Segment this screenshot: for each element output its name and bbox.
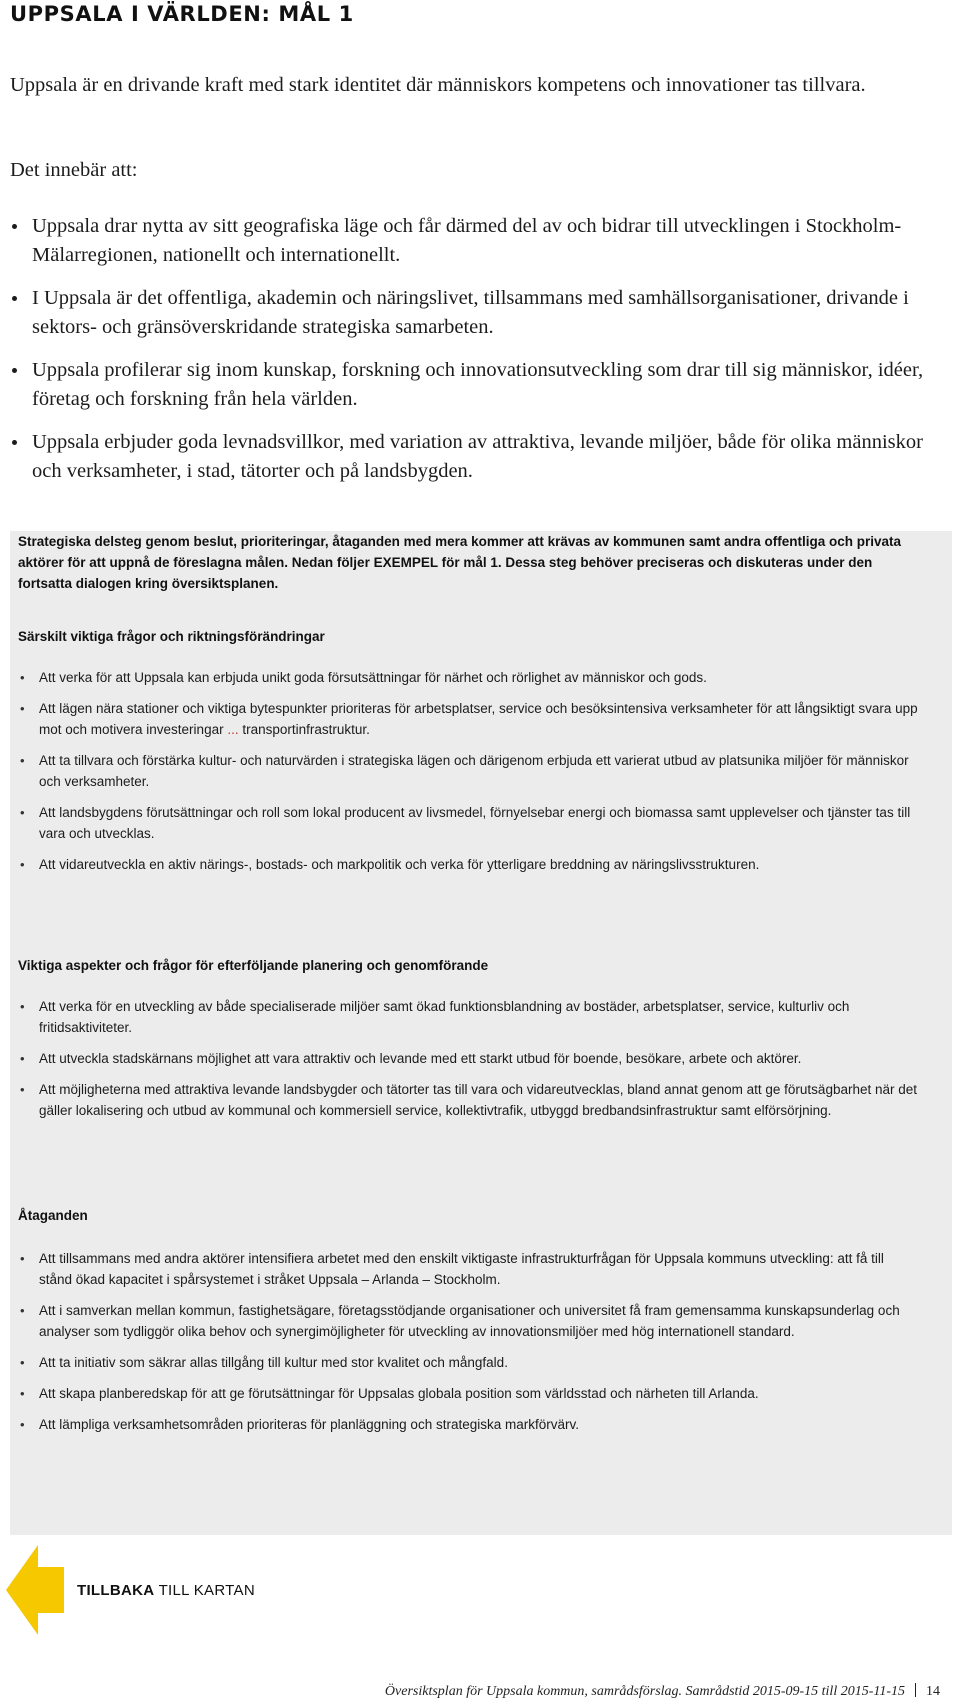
ellipsis-marker: ...	[227, 722, 239, 737]
det-innebar-label: Det innebär att:	[10, 159, 138, 181]
bullet-dot: •	[20, 1051, 25, 1066]
bullet-dot: •	[20, 1251, 25, 1266]
strategy-box	[10, 531, 952, 1535]
intro-paragraph: Uppsala är en drivande kraft med stark identitet där människors kompetens och innovationer tas tillvara.	[10, 74, 866, 96]
section-heading-commitments: Åtaganden	[18, 1208, 88, 1223]
list-item: • Att landsbygdens förutsättningar och roll som lokal producent av livsmedel, förnyelsebar energi och biomassa samt upplevelser och tjänster tas till vara och utvecklas.	[18, 802, 918, 844]
list-item: • Att verka för att Uppsala kan erbjuda unikt goda försutsättningar för närhet och rörlighet av människor och gods.	[18, 667, 918, 688]
page-number: 14	[926, 1684, 940, 1699]
bullet-dot: •	[20, 670, 25, 685]
goal-bullet-list	[10, 212, 950, 500]
strategy-intro: Strategiska delsteg genom beslut, prioriteringar, åtaganden med mera kommer att krävas av kommunen samt andra offentliga och privata aktörer för att uppnå de föreslagna målen. Nedan följer EXEMPEL för mål 1. Dessa steg behöver preciseras och diskuteras under den fortsatta dialogen kring översiktsplanen.	[18, 534, 902, 591]
list-item: • Att tillsammans med andra aktörer intensifiera arbetet med den enskilt viktigaste infrastrukturfrågan för Uppsala kommuns utveckling: att få till stånd ökad kapacitet i spårsystemet i stråket Uppsala – Arlanda – Stockholm.	[18, 1248, 918, 1290]
goal-bullet: Uppsala drar nytta av sitt geografiska läge och får därmed del av och bidrar till utvecklingen i Stockholm-Mälarregionen, nationellt och internationellt.	[10, 212, 950, 270]
goal-bullet: Uppsala erbjuder goda levnadsvillkor, med variation av attraktiva, levande miljöer, både för olika människor och verksamheter, i stad, tätorter och på landsbygden.	[10, 428, 950, 486]
goal-bullet: I Uppsala är det offentliga, akademin och näringslivet, tillsammans med samhällsorganisationer, drivande i sektors- och gränsöverskridande strategiska samarbeten.	[10, 284, 950, 342]
list-item: • Att ta tillvara och förstärka kultur- och naturvärden i strategiska lägen och därigenom erbjuda ett varierat utbud av platsunika miljöer för människor och verksamheter.	[18, 750, 918, 792]
bullet-dot: •	[20, 753, 25, 768]
list-item: • Att verka för en utveckling av både specialiserade miljöer samt ökad funktionsblandning av bostäder, arbetsplatser, service, kulturliv och fritidsaktiviteter.	[18, 996, 918, 1038]
goal-bullet: Uppsala profilerar sig inom kunskap, forskning och innovationsutveckling som drar till sig människor, idéer, företag och forskning från hela världen.	[10, 356, 950, 414]
bullet-dot: •	[20, 857, 25, 872]
bullet-dot	[12, 224, 17, 229]
list-item: • Att möjligheterna med attraktiva levande landsbygder och tätorter tas till vara och vidareutvecklas, bland annat genom att ge förutsägbarhet när det gäller lokalisering och utbud av kommunal och kommersiell service, kollektivtrafik, utbyggd bredbandsinfrastruktur samt elförsörjning.	[18, 1079, 918, 1121]
bullet-dot: •	[20, 701, 25, 716]
page-title: UPPSALA I VÄRLDEN: MÅL 1	[10, 2, 354, 26]
list-item: • Att i samverkan mellan kommun, fastighetsägare, företagsstödjande organisationer och universitet få fram gemensamma kunskapsunderlag och analyser som tydliggör olika behov och synergimöjligheter för utveckling av innovationsmiljöer med hög internationell standard.	[18, 1300, 918, 1342]
list-item: • Att vidareutveckla en aktiv närings-, bostads- och markpolitik och verka för ytterligare breddning av näringslivsstrukturen.	[18, 854, 918, 875]
back-to-map-link[interactable]	[6, 1545, 306, 1635]
back-label-rest: TILL KARTAN	[154, 1582, 255, 1599]
bullet-dot: •	[20, 1417, 25, 1432]
footer-divider	[915, 1683, 916, 1697]
section-heading-priorities: Särskilt viktiga frågor och riktningsförändringar	[18, 629, 325, 644]
bullet-dot: •	[20, 1355, 25, 1370]
list-item: • Att skapa planberedskap för att ge förutsättningar för Uppsalas globala position som världsstad och närheten till Arlanda.	[18, 1383, 918, 1404]
bullet-dot: •	[20, 1303, 25, 1318]
bullet-dot: •	[20, 999, 25, 1014]
bullet-dot	[12, 440, 17, 445]
back-label-bold: TILLBAKA	[77, 1582, 155, 1599]
list-item: • Att ta initiativ som säkrar allas tillgång till kultur med stor kvalitet och mångfald.	[18, 1352, 918, 1373]
list-item: • Att lämpliga verksamhetsområden prioriteras för planläggning och strategiska markförvärv.	[18, 1414, 918, 1435]
footer-text: Översiktsplan för Uppsala kommun, samrådsförslag. Samrådstid 2015-09-15 till 2015-11-15	[384, 1684, 905, 1699]
back-arrow-icon	[6, 1545, 68, 1635]
bullet-dot	[12, 368, 17, 373]
commitments-list	[18, 1248, 918, 1445]
bullet-dot: •	[20, 805, 25, 820]
list-item: • Att utveckla stadskärnans möjlighet att vara attraktiv och levande med ett starkt utbud för boende, besökare, arbete och aktörer.	[18, 1048, 918, 1069]
bullet-dot: •	[20, 1082, 25, 1097]
aspects-list	[18, 996, 918, 1131]
list-item: • Att lägen nära stationer och viktiga bytespunkter prioriteras för arbetsplatser, service och besöksintensiva verksamheter för att långsiktigt svara upp mot och motivera investeringar ... transportinfrastruktur.	[18, 698, 918, 740]
page-footer	[385, 1683, 940, 1700]
section-heading-aspects: Viktiga aspekter och frågor för efterföljande planering och genomförande	[18, 958, 489, 973]
bullet-dot	[12, 296, 17, 301]
priorities-list	[18, 667, 918, 885]
bullet-dot: •	[20, 1386, 25, 1401]
